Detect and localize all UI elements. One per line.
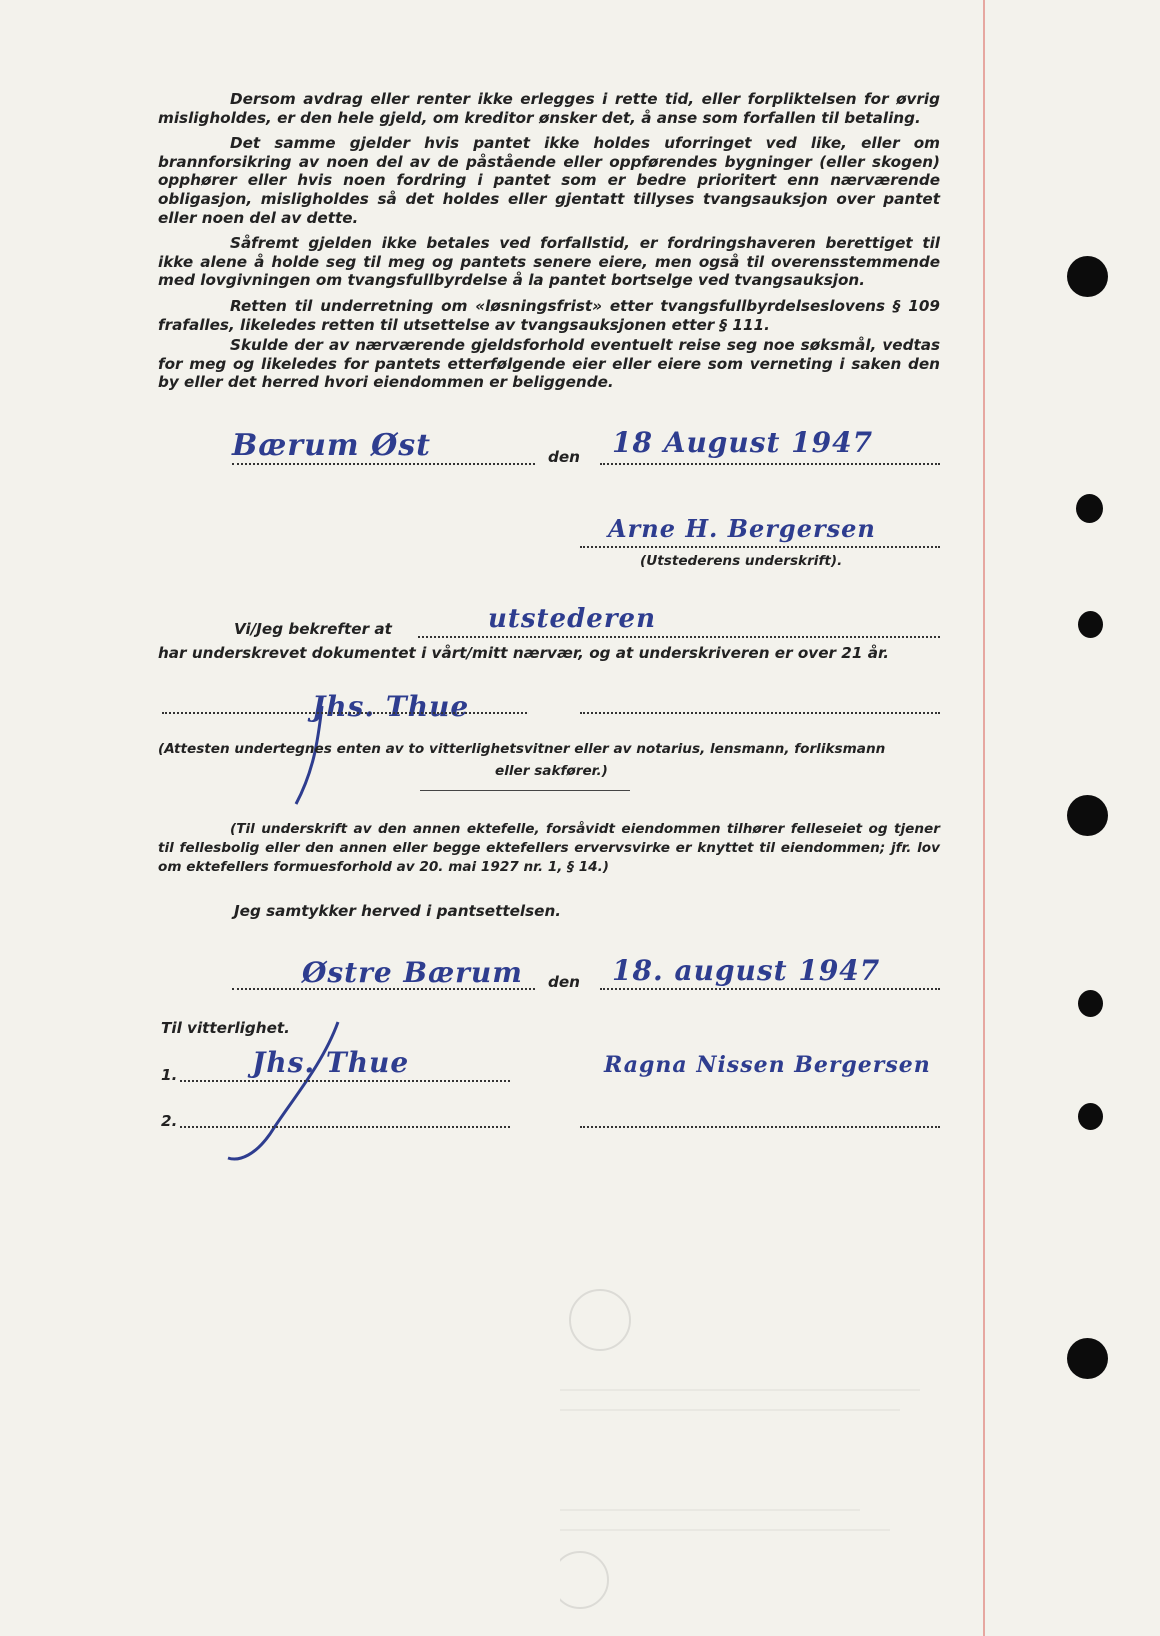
paragraph-forfall: Såfremt gjelden ikke betales ved forfallstid, er fordringshaveren berettiget til ikke alene å holde seg til meg og pantets senere eiere, men også til overensstemmende med lovgivningen om tvangsfullbyrdelse å la pantet bortselge ved tvangsauksjon.	[158, 234, 940, 290]
date-dotted-line-1	[600, 463, 940, 465]
punch-hole-2	[1076, 494, 1103, 523]
issuer-signature-caption: (Utstederens underskrift).	[640, 553, 843, 569]
date-handwritten-2: 18. august 1947	[612, 954, 881, 987]
place-handwritten-1: Bærum Øst	[232, 428, 431, 463]
witness-confirm-handwritten: utstederen	[488, 604, 656, 634]
witness-confirm-dotted-line	[418, 636, 940, 638]
date-dotted-line-2	[600, 988, 940, 990]
red-margin-line	[983, 0, 985, 1636]
witness-confirm-prefix: Vi/Jeg bekrefter at	[234, 620, 392, 638]
punch-hole-5	[1078, 990, 1103, 1017]
place-dotted-line-2	[232, 988, 535, 990]
witness-dotted-line-1	[180, 1080, 510, 1082]
paragraph-verneting: Skulde der av nærværende gjeldsforhold eventuelt reise seg noe søksmål, vedtas for meg og likeledes for pantets etterfølgende eier eller eiere som verneting i saken den by eller det herred hvori eiendommen er beliggende.	[158, 336, 940, 392]
paragraph-losningsfrist: Retten til underretning om «løsningsfrist» etter tvangsfullbyrdelseslovens § 109 frafalles, likeledes retten til utsettelse av tvangsauksjonen etter § 111.	[158, 297, 940, 334]
punch-hole-3	[1078, 611, 1103, 638]
witness-number-1: 1.	[161, 1066, 178, 1084]
witness-dotted-line-2	[180, 1126, 510, 1128]
date-handwritten-1: 18 August 1947	[612, 426, 874, 459]
bleed-through-marks	[560, 1280, 940, 1620]
witness-dotted-line-right	[580, 712, 940, 714]
witness-dotted-line-left	[162, 712, 527, 714]
place-handwritten-2: Østre Bærum	[302, 956, 523, 989]
witness-number-2: 2.	[161, 1112, 178, 1130]
witness-confirm-statement: har underskrevet dokumentet i vårt/mitt nærvær, og at underskriveren er over 21 år.	[158, 644, 890, 662]
issuer-signature-line	[580, 546, 940, 548]
attest-note-line1: (Attesten undertegnes enten av to vitterlighetsvitner eller av notarius, lensmann, forliksmann	[158, 741, 886, 757]
punch-hole-7	[1067, 1338, 1108, 1379]
spouse-signature: Ragna Nissen Bergersen	[604, 1052, 931, 1078]
witness-signature-1: Jhs. Thue	[312, 690, 470, 723]
til-vitterlighet-label: Til vitterlighet.	[161, 1019, 290, 1037]
punch-hole-6	[1078, 1103, 1103, 1130]
consent-text: Jeg samtykker herved i pantsettelsen.	[234, 902, 562, 920]
attest-note-underline	[420, 790, 630, 791]
punch-hole-4	[1067, 795, 1108, 836]
witness-signature-2-flourish	[210, 1016, 350, 1166]
place-dotted-line-1	[232, 463, 535, 465]
punch-hole-1	[1067, 256, 1108, 297]
issuer-signature: Arne H. Bergersen	[608, 514, 876, 543]
den-label-2: den	[548, 973, 580, 991]
witness-signature-2: Jhs. Thue	[252, 1046, 410, 1079]
paragraph-default: Dersom avdrag eller renter ikke erlegges i rette tid, eller forpliktelsen for øvrig misligholdes, er den hele gjeld, om kreditor ønsker det, å anse som forfallen til betaling.	[158, 90, 940, 127]
spouse-dotted-line-2	[580, 1126, 940, 1128]
attest-note-line2: eller sakfører.)	[495, 763, 608, 779]
spouse-notice: (Til underskrift av den annen ektefelle, forsåvidt eiendommen tilhører felleseiet og tjener til fellesbolig eller den annen eller begge ektefellers ervervsvirke er knyttet til eiendommen; jfr. lov om ektefellers formuesforhold av 20. mai 1927 nr. 1, § 14.)	[158, 821, 940, 875]
den-label-1: den	[548, 448, 580, 466]
paragraph-insurance: Det samme gjelder hvis pantet ikke holdes uforringet ved like, eller om brannforsikring av noen del av de påstående eller oppførendes bygninger (eller skogen) opphører eller hvis noen fordring i pantet som er bedre prioritert enn nærværende obligasjon, misligholdes så det holdes eller gjentatt tillyses tvangsauksjon over pantet eller noen del av dette.	[158, 134, 940, 227]
